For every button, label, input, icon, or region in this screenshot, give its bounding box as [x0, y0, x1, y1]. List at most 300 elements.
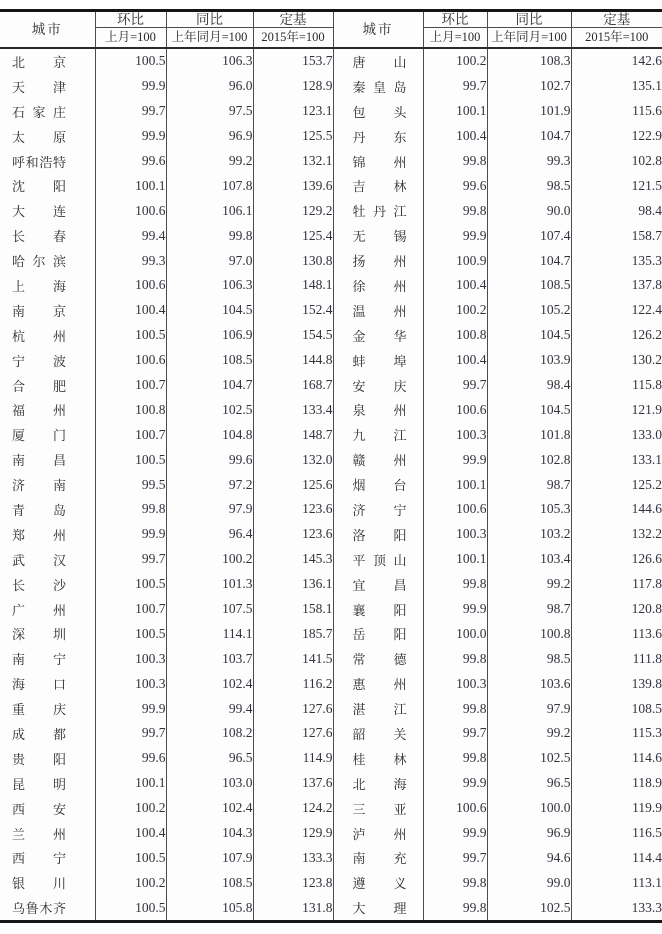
mom-value-cell: 100.4: [423, 348, 487, 373]
mom-value-cell: 99.7: [95, 99, 166, 124]
yoy-value-cell: 100.8: [487, 621, 571, 646]
yoy-value-cell: 102.4: [166, 796, 253, 821]
city-cell: [333, 348, 423, 373]
yoy-value-cell: 98.5: [487, 173, 571, 198]
base-value-cell: 111.8: [571, 646, 662, 671]
table-body: [0, 48, 662, 922]
header-mom-right: 环比: [423, 11, 487, 28]
yoy-value-cell: 96.4: [166, 522, 253, 547]
city-name: 九江: [352, 428, 407, 444]
city-name: 天津: [12, 79, 66, 95]
city-cell: [0, 248, 95, 273]
city-cell: [0, 298, 95, 323]
base-value-cell: 114.4: [571, 846, 662, 871]
table-row: [0, 572, 662, 597]
table-row: [0, 223, 662, 248]
city-name: 杭州: [12, 328, 66, 344]
yoy-value-cell: 96.5: [487, 771, 571, 796]
city-name: 湛江: [352, 702, 407, 718]
base-value-cell: 135.3: [571, 248, 662, 273]
city-cell: [333, 198, 423, 223]
header-yoy-left: 同比: [166, 11, 253, 28]
base-value-cell: 123.6: [253, 522, 333, 547]
mom-value-cell: 99.4: [95, 223, 166, 248]
city-cell: [0, 646, 95, 671]
base-value-cell: 133.4: [253, 397, 333, 422]
city-name: 银川: [12, 876, 66, 892]
base-value-cell: 108.5: [571, 696, 662, 721]
mom-value-cell: 100.6: [95, 273, 166, 298]
yoy-value-cell: 103.4: [487, 547, 571, 572]
table-row: [0, 497, 662, 522]
yoy-value-cell: 103.0: [166, 771, 253, 796]
city-cell: [0, 572, 95, 597]
yoy-value-cell: 108.5: [487, 273, 571, 298]
yoy-value-cell: 104.7: [487, 124, 571, 149]
mom-value-cell: 100.6: [423, 796, 487, 821]
table-row: [0, 796, 662, 821]
table-row: [0, 771, 662, 796]
city-cell: [333, 522, 423, 547]
yoy-value-cell: 99.0: [487, 870, 571, 895]
table-row: [0, 721, 662, 746]
base-value-cell: 158.1: [253, 597, 333, 622]
base-value-cell: 123.8: [253, 870, 333, 895]
yoy-value-cell: 98.7: [487, 597, 571, 622]
city-name: 深圳: [12, 627, 66, 643]
mom-value-cell: 100.0: [423, 621, 487, 646]
table-row: [0, 870, 662, 895]
mom-value-cell: 99.7: [423, 721, 487, 746]
table-row: [0, 447, 662, 472]
city-cell: [333, 48, 423, 74]
mom-value-cell: 100.6: [423, 397, 487, 422]
yoy-value-cell: 101.3: [166, 572, 253, 597]
city-name: 长沙: [12, 577, 66, 593]
city-name: 厦门: [12, 428, 66, 444]
base-value-cell: 123.6: [253, 497, 333, 522]
city-cell: [333, 870, 423, 895]
yoy-value-cell: 102.4: [166, 671, 253, 696]
mom-value-cell: 99.7: [423, 373, 487, 398]
base-value-cell: 153.7: [253, 48, 333, 74]
city-name: 桂林: [352, 751, 407, 767]
mom-value-cell: 100.7: [95, 373, 166, 398]
city-cell: [0, 497, 95, 522]
header-yoy-right: 同比: [487, 11, 571, 28]
city-name: 牡丹江: [352, 204, 407, 220]
city-name: 岳阳: [352, 627, 407, 643]
city-cell: [333, 821, 423, 846]
yoy-value-cell: 103.9: [487, 348, 571, 373]
base-value-cell: 130.2: [571, 348, 662, 373]
base-value-cell: 125.6: [253, 472, 333, 497]
city-cell: [333, 472, 423, 497]
yoy-value-cell: 104.7: [487, 248, 571, 273]
yoy-value-cell: 103.6: [487, 671, 571, 696]
yoy-value-cell: 101.9: [487, 99, 571, 124]
base-value-cell: 185.7: [253, 621, 333, 646]
city-name: 泸州: [352, 826, 407, 842]
price-index-page: [0, 9, 662, 934]
mom-value-cell: 100.5: [95, 323, 166, 348]
table-row: [0, 124, 662, 149]
yoy-value-cell: 114.1: [166, 621, 253, 646]
city-name: 泉州: [352, 403, 407, 419]
yoy-value-cell: 99.2: [487, 721, 571, 746]
city-cell: [333, 796, 423, 821]
mom-value-cell: 100.5: [95, 846, 166, 871]
table-row: [0, 696, 662, 721]
base-value-cell: 118.9: [571, 771, 662, 796]
mom-value-cell: 100.3: [95, 646, 166, 671]
base-value-cell: 168.7: [253, 373, 333, 398]
header-row-subbases: [0, 28, 662, 49]
yoy-value-cell: 104.5: [487, 323, 571, 348]
mom-value-cell: 99.8: [423, 646, 487, 671]
mom-value-cell: 100.1: [95, 173, 166, 198]
base-value-cell: 145.3: [253, 547, 333, 572]
mom-value-cell: 100.2: [95, 796, 166, 821]
base-value-cell: 120.8: [571, 597, 662, 622]
yoy-value-cell: 105.8: [166, 895, 253, 921]
base-value-cell: 141.5: [253, 646, 333, 671]
city-cell: [333, 447, 423, 472]
city-cell: [0, 796, 95, 821]
city-cell: [0, 223, 95, 248]
city-cell: [0, 397, 95, 422]
table-row: [0, 149, 662, 174]
yoy-value-cell: 102.8: [487, 447, 571, 472]
subheader-base-left: 2015年=100: [253, 28, 333, 49]
city-cell: [333, 248, 423, 273]
city-cell: [333, 547, 423, 572]
base-value-cell: 126.6: [571, 547, 662, 572]
city-cell: [333, 74, 423, 99]
city-name: 西宁: [12, 851, 66, 867]
yoy-value-cell: 97.0: [166, 248, 253, 273]
base-value-cell: 133.3: [253, 846, 333, 871]
mom-value-cell: 99.8: [423, 895, 487, 921]
mom-value-cell: 100.7: [95, 422, 166, 447]
city-name: 成都: [12, 726, 66, 742]
yoy-value-cell: 98.4: [487, 373, 571, 398]
city-cell: [0, 597, 95, 622]
yoy-value-cell: 96.0: [166, 74, 253, 99]
city-cell: [0, 173, 95, 198]
base-value-cell: 132.2: [571, 522, 662, 547]
mom-value-cell: 99.7: [95, 547, 166, 572]
yoy-value-cell: 99.4: [166, 696, 253, 721]
table-row: [0, 621, 662, 646]
mom-value-cell: 99.9: [423, 821, 487, 846]
base-value-cell: 139.8: [571, 671, 662, 696]
city-cell: [333, 497, 423, 522]
city-cell: [0, 323, 95, 348]
mom-value-cell: 100.1: [423, 472, 487, 497]
city-name: 青岛: [12, 502, 66, 518]
yoy-value-cell: 97.9: [487, 696, 571, 721]
base-value-cell: 132.1: [253, 149, 333, 174]
base-value-cell: 128.9: [253, 74, 333, 99]
base-value-cell: 127.6: [253, 696, 333, 721]
city-cell: [333, 721, 423, 746]
city-name: 包头: [352, 104, 407, 120]
mom-value-cell: 99.8: [423, 149, 487, 174]
city-cell: [333, 323, 423, 348]
yoy-value-cell: 107.4: [487, 223, 571, 248]
city-name: 惠州: [352, 677, 407, 693]
subheader-base-right: 2015年=100: [571, 28, 662, 49]
base-value-cell: 133.3: [571, 895, 662, 921]
yoy-value-cell: 97.5: [166, 99, 253, 124]
base-value-cell: 126.2: [571, 323, 662, 348]
city-name: 常德: [352, 652, 407, 668]
mom-value-cell: 99.8: [423, 870, 487, 895]
yoy-value-cell: 108.5: [166, 870, 253, 895]
city-cell: [333, 298, 423, 323]
base-value-cell: 142.6: [571, 48, 662, 74]
table-row: [0, 99, 662, 124]
mom-value-cell: 99.6: [423, 173, 487, 198]
mom-value-cell: 99.6: [95, 746, 166, 771]
table-row: [0, 522, 662, 547]
yoy-value-cell: 104.5: [487, 397, 571, 422]
mom-value-cell: 100.3: [95, 671, 166, 696]
base-value-cell: 133.0: [571, 422, 662, 447]
city-name: 赣州: [352, 453, 407, 469]
base-value-cell: 137.8: [571, 273, 662, 298]
mom-value-cell: 100.6: [95, 198, 166, 223]
mom-value-cell: 99.9: [423, 597, 487, 622]
base-value-cell: 139.6: [253, 173, 333, 198]
city-cell: [333, 422, 423, 447]
yoy-value-cell: 97.9: [166, 497, 253, 522]
base-value-cell: 114.9: [253, 746, 333, 771]
city-name: 三亚: [352, 801, 407, 817]
yoy-value-cell: 98.5: [487, 646, 571, 671]
city-cell: [0, 447, 95, 472]
city-name: 蚌埠: [352, 353, 407, 369]
mom-value-cell: 100.1: [95, 771, 166, 796]
city-name: 秦皇岛: [352, 79, 407, 95]
table-row: [0, 746, 662, 771]
city-name: 贵阳: [12, 751, 66, 767]
table-row: [0, 198, 662, 223]
yoy-value-cell: 108.5: [166, 348, 253, 373]
city-name: 韶关: [352, 726, 407, 742]
city-name: 锦州: [352, 154, 407, 170]
base-value-cell: 144.6: [571, 497, 662, 522]
table-row: [0, 348, 662, 373]
yoy-value-cell: 104.5: [166, 298, 253, 323]
table-row: [0, 821, 662, 846]
table-row: [0, 472, 662, 497]
table-row: [0, 173, 662, 198]
city-cell: [0, 870, 95, 895]
mom-value-cell: 99.9: [423, 223, 487, 248]
table-row: [0, 846, 662, 871]
yoy-value-cell: 98.7: [487, 472, 571, 497]
base-value-cell: 131.8: [253, 895, 333, 921]
base-value-cell: 136.1: [253, 572, 333, 597]
base-value-cell: 121.9: [571, 397, 662, 422]
city-cell: [0, 422, 95, 447]
base-value-cell: 122.9: [571, 124, 662, 149]
subheader-mom-left: 上月=100: [95, 28, 166, 49]
yoy-value-cell: 99.2: [166, 149, 253, 174]
mom-value-cell: 99.9: [423, 447, 487, 472]
city-cell: [333, 646, 423, 671]
city-name: 乌鲁木齐: [12, 901, 66, 917]
header-city-right: 城市: [333, 11, 423, 49]
mom-value-cell: 99.9: [423, 771, 487, 796]
city-cell: [333, 149, 423, 174]
mom-value-cell: 100.4: [423, 273, 487, 298]
city-cell: [0, 846, 95, 871]
base-value-cell: 144.8: [253, 348, 333, 373]
table-row: [0, 646, 662, 671]
mom-value-cell: 100.9: [423, 248, 487, 273]
city-cell: [0, 671, 95, 696]
mom-value-cell: 99.9: [95, 124, 166, 149]
city-cell: [0, 547, 95, 572]
yoy-value-cell: 90.0: [487, 198, 571, 223]
base-value-cell: 113.6: [571, 621, 662, 646]
mom-value-cell: 99.7: [423, 74, 487, 99]
city-cell: [333, 771, 423, 796]
base-value-cell: 117.8: [571, 572, 662, 597]
table-header: [0, 11, 662, 49]
yoy-value-cell: 107.9: [166, 846, 253, 871]
city-cell: [333, 223, 423, 248]
table-row: [0, 48, 662, 74]
base-value-cell: 125.4: [253, 223, 333, 248]
mom-value-cell: 100.5: [95, 621, 166, 646]
mom-value-cell: 99.8: [423, 572, 487, 597]
city-cell: [0, 895, 95, 921]
yoy-value-cell: 96.9: [487, 821, 571, 846]
city-name: 吉林: [352, 179, 407, 195]
city-cell: [333, 373, 423, 398]
yoy-value-cell: 99.3: [487, 149, 571, 174]
city-cell: [333, 124, 423, 149]
base-value-cell: 130.8: [253, 248, 333, 273]
mom-value-cell: 100.3: [423, 422, 487, 447]
city-name: 重庆: [12, 702, 66, 718]
mom-value-cell: 100.6: [95, 348, 166, 373]
city-cell: [0, 522, 95, 547]
yoy-value-cell: 105.3: [487, 497, 571, 522]
header-base-left: 定基: [253, 11, 333, 28]
mom-value-cell: 100.1: [423, 547, 487, 572]
yoy-value-cell: 103.7: [166, 646, 253, 671]
base-value-cell: 148.7: [253, 422, 333, 447]
table-row: [0, 248, 662, 273]
city-name: 郑州: [12, 527, 66, 543]
base-value-cell: 102.8: [571, 149, 662, 174]
base-value-cell: 98.4: [571, 198, 662, 223]
mom-value-cell: 100.8: [95, 397, 166, 422]
mom-value-cell: 100.5: [95, 447, 166, 472]
base-value-cell: 122.4: [571, 298, 662, 323]
base-value-cell: 132.0: [253, 447, 333, 472]
yoy-value-cell: 102.7: [487, 74, 571, 99]
base-value-cell: 125.2: [571, 472, 662, 497]
yoy-value-cell: 103.2: [487, 522, 571, 547]
subheader-yoy-left: 上年同月=100: [166, 28, 253, 49]
city-name: 南宁: [12, 652, 66, 668]
yoy-value-cell: 102.5: [487, 746, 571, 771]
city-name: 大连: [12, 204, 66, 220]
yoy-value-cell: 106.1: [166, 198, 253, 223]
city-cell: [333, 173, 423, 198]
city-name: 襄阳: [352, 602, 407, 618]
city-cell: [333, 597, 423, 622]
city-name: 遵义: [352, 876, 407, 892]
base-value-cell: 123.1: [253, 99, 333, 124]
yoy-value-cell: 102.5: [166, 397, 253, 422]
city-name: 北海: [352, 776, 407, 792]
city-cell: [0, 621, 95, 646]
table-row: [0, 298, 662, 323]
mom-value-cell: 99.6: [95, 149, 166, 174]
city-cell: [0, 472, 95, 497]
city-cell: [333, 696, 423, 721]
city-name: 哈尔滨: [12, 254, 66, 270]
city-cell: [0, 198, 95, 223]
mom-value-cell: 99.7: [95, 721, 166, 746]
city-name: 平顶山: [352, 552, 407, 568]
city-cell: [0, 348, 95, 373]
city-cell: [0, 48, 95, 74]
base-value-cell: 125.5: [253, 124, 333, 149]
yoy-value-cell: 100.0: [487, 796, 571, 821]
base-value-cell: 154.5: [253, 323, 333, 348]
city-name: 烟台: [352, 478, 407, 494]
mom-value-cell: 99.5: [95, 472, 166, 497]
mom-value-cell: 99.8: [423, 198, 487, 223]
yoy-value-cell: 96.9: [166, 124, 253, 149]
city-name: 西安: [12, 801, 66, 817]
yoy-value-cell: 108.3: [487, 48, 571, 74]
base-value-cell: 129.9: [253, 821, 333, 846]
city-name: 沈阳: [12, 179, 66, 195]
base-value-cell: 113.1: [571, 870, 662, 895]
base-value-cell: 129.2: [253, 198, 333, 223]
city-cell: [333, 746, 423, 771]
city-name: 北京: [12, 54, 66, 70]
base-value-cell: 152.4: [253, 298, 333, 323]
mom-value-cell: 99.7: [423, 846, 487, 871]
yoy-value-cell: 104.7: [166, 373, 253, 398]
base-value-cell: 127.6: [253, 721, 333, 746]
table-row: [0, 895, 662, 921]
city-name: 昆明: [12, 776, 66, 792]
mom-value-cell: 99.9: [95, 74, 166, 99]
city-name: 南充: [352, 851, 407, 867]
city-cell: [0, 124, 95, 149]
city-cell: [0, 373, 95, 398]
city-cell: [0, 721, 95, 746]
city-name: 海口: [12, 677, 66, 693]
city-name: 大理: [352, 901, 407, 917]
base-value-cell: 121.5: [571, 173, 662, 198]
yoy-value-cell: 94.6: [487, 846, 571, 871]
city-name: 福州: [12, 403, 66, 419]
city-name: 宁波: [12, 353, 66, 369]
table-row: [0, 422, 662, 447]
